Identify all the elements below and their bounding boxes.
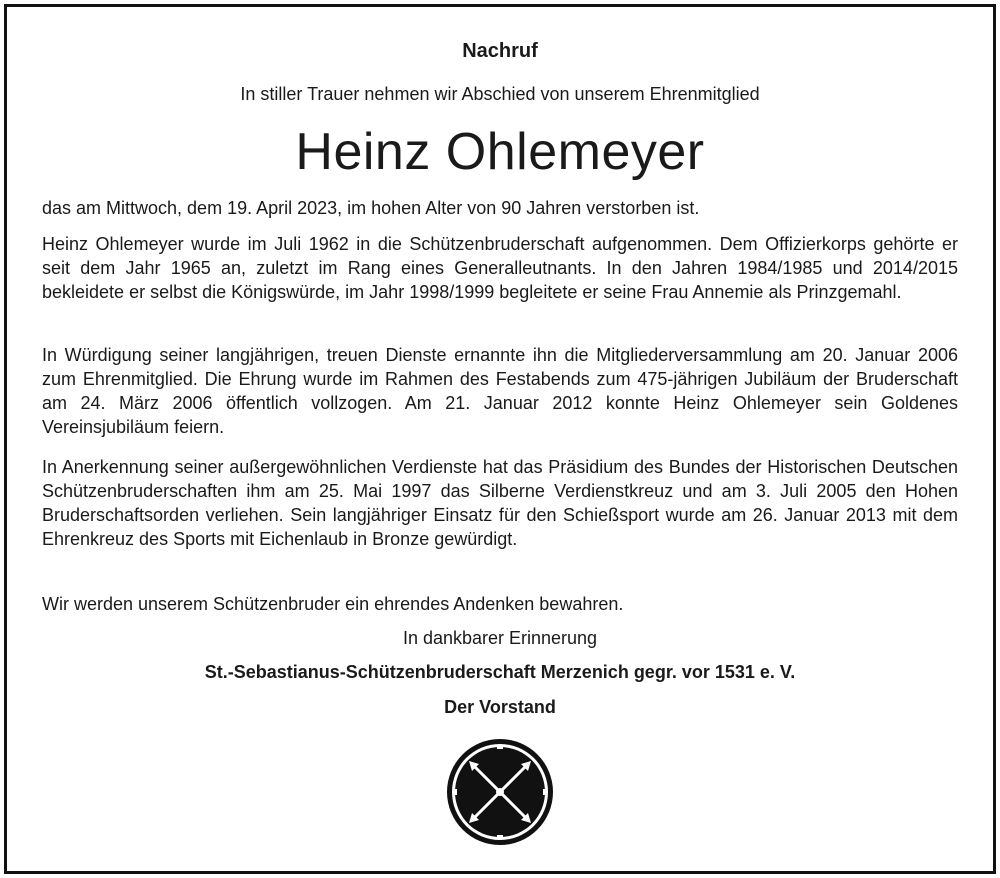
- closing-line: In dankbarer Erinnerung: [402, 628, 598, 648]
- notice-heading: Nachruf: [462, 40, 538, 62]
- organization-name: St.-Sebastianus-Schützenbruderschaft Merzenich gegr. vor 1531 e. V.: [204, 662, 796, 682]
- deceased-name: Heinz Ohlemeyer: [295, 123, 705, 181]
- paragraph-membership: Heinz Ohlemeyer wurde im Juli 1962 in die Schützenbruderschaft aufgenommen. Dem Offizierkorps gehörte er seit dem Jahr 1965 an, zuletzt im Rang eines Generalleutnants. In den Jahren 1984/1985 und 2014/2015 bekleidete er selbst die Königswürde, im Jahr 1998/1999 begleitete er seine Frau Annemie als Prinzgemahl.: [42, 234, 958, 302]
- paragraph-awards: In Anerkennung seiner außergewöhnlichen Verdienste hat das Präsidium des Bundes der Historischen Deutschen Schützenbruderschaften ihm am 25. Mai 1997 das Silberne Verdienstkreuz und am 3. Juli 2005 den Hohen Bruderschaftsorden verliehen. Sein langjähriger Einsatz für den Schießsport wurde am 26. Januar 2013 mit dem Ehrenkreuz des Sports mit Eichenlaub in Bronze gewürdigt.: [42, 457, 958, 549]
- notice-intro: In stiller Trauer nehmen wir Abschied von unserem Ehrenmitglied: [240, 84, 760, 104]
- brotherhood-cross-emblem-icon: [445, 737, 555, 847]
- board-signature: Der Vorstand: [444, 697, 556, 717]
- paragraph-death-date: das am Mittwoch, dem 19. April 2023, im hohen Alter von 90 Jahren verstorben ist.: [42, 198, 700, 218]
- paragraph-honorary-membership: In Würdigung seiner langjährigen, treuen Dienste ernannte ihn die Mitgliederversammlung am 20. Januar 2006 zum Ehrenmitglied. Die Ehrung wurde im Rahmen des Festabends zum 475-jährigen Jubiläum der Bruderschaft am 24. März 2006 öffentlich vollzogen. Am 21. Januar 2012 konnte Heinz Ohlemeyer sein Goldenes Vereinsjubiläum feiern.: [42, 345, 958, 437]
- paragraph-remembrance: Wir werden unserem Schützenbruder ein ehrendes Andenken bewahren.: [42, 594, 624, 614]
